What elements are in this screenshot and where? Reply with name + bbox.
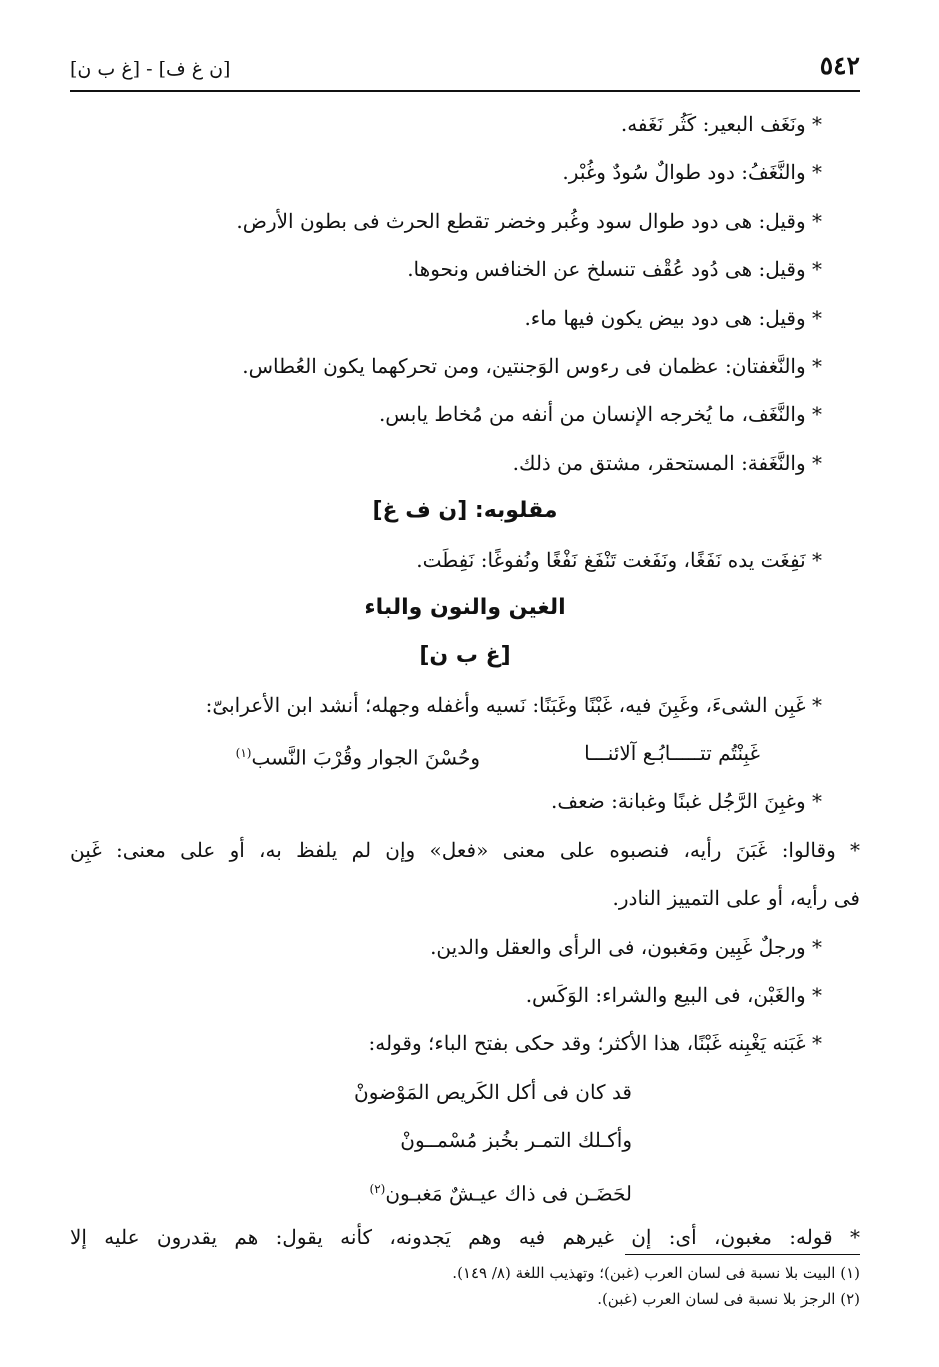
entry-line [70, 971, 860, 1019]
header-rule [70, 90, 860, 92]
verse-line [70, 729, 860, 777]
line-text: * وقيل: هى دود طوال سود وغُبر وخضر تقطع الحرث فى بطون الأرض. [236, 208, 822, 233]
footnote: (٢) الرجز بلا نسبة فى لسان العرب (غبن). [597, 1290, 860, 1308]
root-heading [70, 632, 860, 680]
line-text: * غَبِن الشىءَ، وغَبِنَ فيه، غَبْنًا وغَبَنًا: نَسيه وأغفله وجهله؛ أنشد ابن الأعرابىّ: [205, 692, 822, 717]
line-text: * وقيل: هى دود بيض يكون فيها ماء. [524, 305, 822, 330]
running-head: [ن غ ف] - [غ ب ن] [70, 58, 231, 80]
page-body [70, 100, 860, 1261]
line-text: * غَبَنه يَغْبِنه غَبْنًا، هذا الأكثر؛ وقد حكى بفتح الباء؛ وقوله: [368, 1031, 822, 1056]
verse-second-hemistich [220, 729, 480, 777]
line-text: * والنَّغَفُ: دود طوالٌ سُودٌ وغُبْر. [562, 160, 822, 185]
line-text: لحَضَـن فى ذاك عيـشٌ مَغبـون [385, 1181, 632, 1206]
footnote-marker: (١) [235, 746, 252, 761]
page-number: ٥٤٢ [819, 51, 860, 80]
footnotes [70, 1260, 860, 1312]
entry-line [70, 148, 860, 196]
line-text: * وقالوا: غَبَنَ رأيه، فنصبوه على معنى «فعل» وإن لم يلفظ به، أو على معنى: غَبِن [70, 837, 860, 862]
line-text: [غ ب ن] [419, 643, 511, 669]
line-text: * ونَغَف البعير: كَثُر نَغَفه. [620, 112, 822, 136]
page-header [70, 36, 860, 86]
line-text: الغين والنون والباء [364, 594, 566, 620]
entry-line [70, 294, 860, 342]
line-text: مقلوبه: [ن ف غ] [372, 498, 558, 524]
entry-line [70, 777, 860, 825]
footnote-rule [625, 1254, 860, 1255]
line-text: * وغبِنَ الرَّجُل غبنًا وغبانة: ضعف. [551, 789, 822, 814]
section-heading [70, 584, 860, 632]
line-text: فى رأيه، أو على التمييز النادر. [612, 886, 860, 911]
entry-line [70, 536, 860, 584]
entry-line [70, 923, 860, 971]
entry-line [70, 197, 860, 245]
section-heading [70, 487, 860, 535]
line-text: * والغَبْن، فى البيع والشراء: الوَكَس. [525, 983, 822, 1008]
line-text: * ورجلٌ غَبِين ومَغبون، فى الرأى والعقل والدين. [430, 934, 822, 959]
line-text: * وقيل: هى دُود عُقْف تنسلخ عن الخنافس ونحوها. [407, 257, 822, 282]
entry-line [70, 390, 860, 438]
entry-line [70, 100, 860, 148]
entry-line [70, 1019, 860, 1067]
line-text: * والنَّغفتان: عظمان فى رءوس الوَجنتين، ومن تحركهما يكون العُطاس. [242, 353, 822, 378]
entry-line [70, 439, 860, 487]
line-text: قد كان فى أكل الكَريص المَوْضونْ [354, 1079, 632, 1104]
rajaz-line [70, 1116, 860, 1164]
footnote-marker: (٢) [369, 1181, 386, 1196]
verse-first-hemistich: غَبِنْتُم تتـــــابُـع آلائنـــا [584, 741, 760, 766]
rajaz-line [70, 1165, 860, 1213]
footnote: (١) البيت بلا نسبة فى لسان العرب (غبن)؛ وتهذيب اللغة (٨/ ١٤٩). [452, 1264, 860, 1282]
line-text: وأكـلك التمـر بخُبز مُسْمــونْ [400, 1128, 632, 1153]
verse-second-text: وحُسْنَ الجوار وقُرْبَ النَّسب [251, 745, 480, 770]
rajaz-line [70, 1068, 860, 1116]
line-text: * والنَّغَف، ما يُخرجه الإنسان من أنفه من مُخاط يابس. [378, 402, 822, 427]
continuation-line [70, 874, 860, 922]
entry-line [70, 342, 860, 390]
line-text: * نَفِغَت يده نَفَغًا، ونَفَغت تَنْفَغ نَفْغًا ونُفوغًا: نَفِطَت. [416, 547, 822, 572]
line-text: * والنَّغَفة: المستحقر، مشتق من ذلك. [512, 450, 822, 475]
entry-line [70, 681, 860, 729]
page [70, 36, 860, 1336]
entry-line [70, 826, 860, 874]
line-text: * قوله: مغبون، أى: إن غيرهم فيه وهم يَجدونه، كأنه يقول: هم يقدرون عليه إلا [70, 1224, 860, 1249]
entry-line [70, 245, 860, 293]
